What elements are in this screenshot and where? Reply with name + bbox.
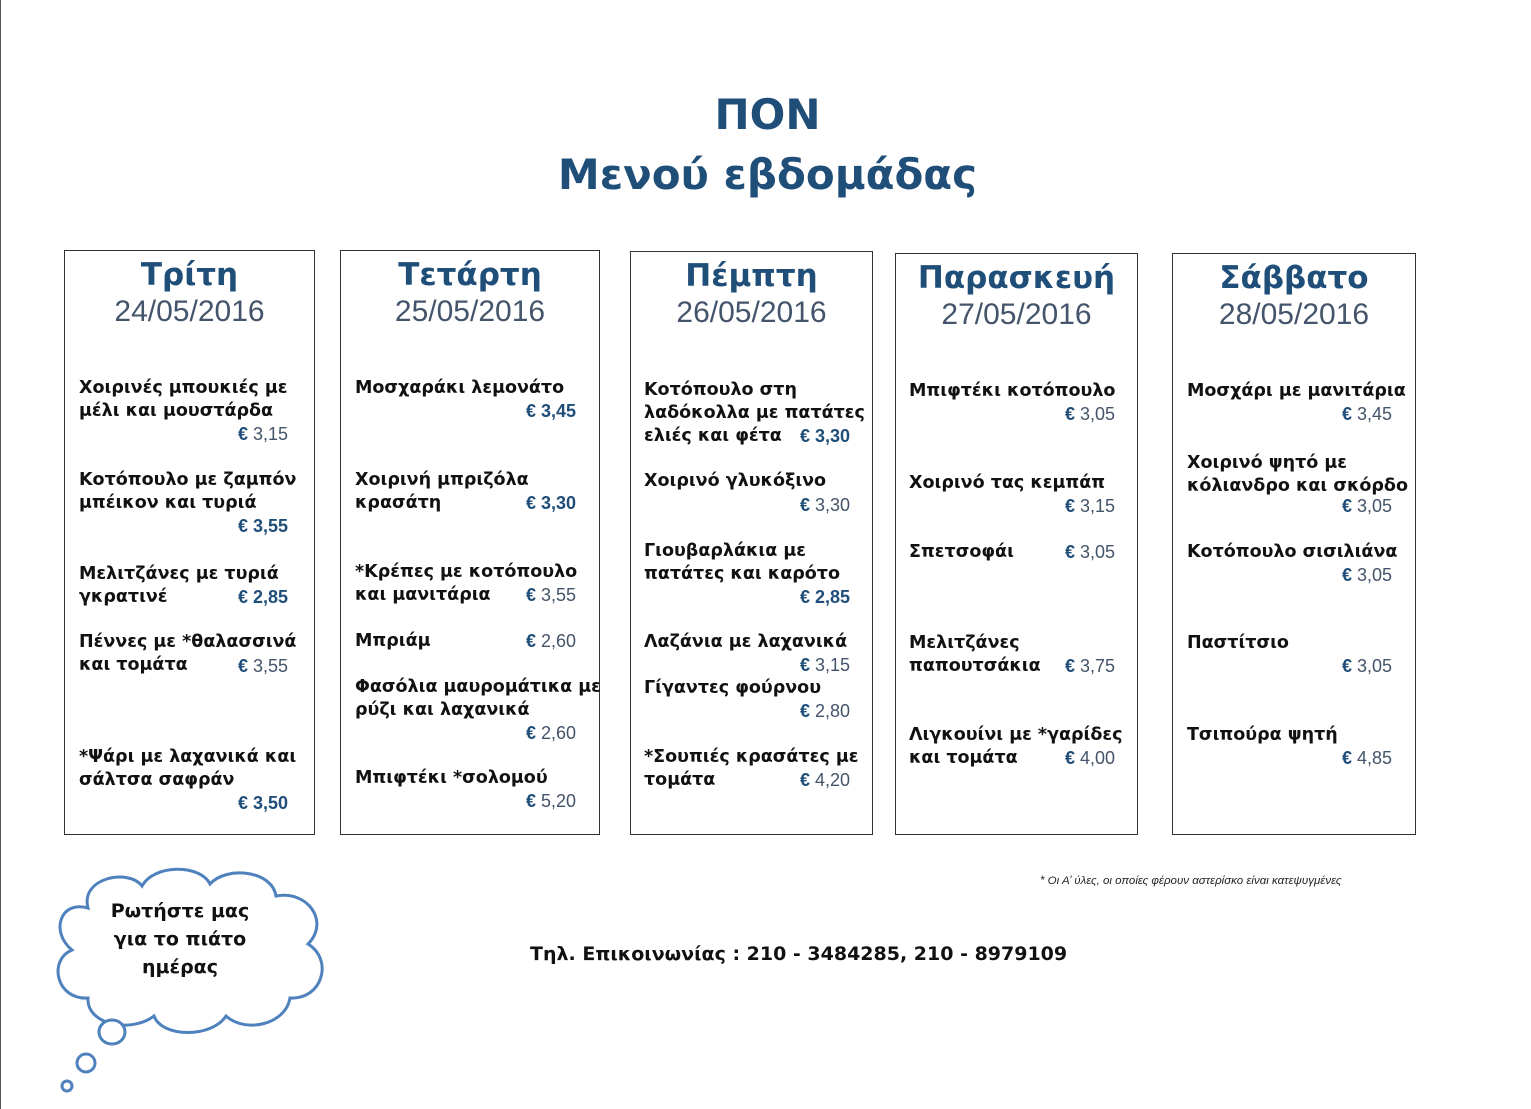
euro-sign: € (1342, 748, 1353, 768)
dish-price (1342, 655, 1392, 678)
dish-line: Μελιτζάνες (909, 633, 1020, 653)
price-value: 3,55 (536, 585, 577, 605)
euro-sign: € (1342, 404, 1353, 424)
euro-sign: € (800, 426, 811, 446)
dish-name (909, 380, 1115, 403)
day-date: 27/05/2016 (941, 298, 1092, 331)
price-value: 2,60 (536, 631, 577, 651)
day-date: 25/05/2016 (394, 295, 546, 328)
price-value: 4,20 (810, 770, 851, 790)
euro-sign: € (1065, 656, 1076, 676)
dish-line: ελιές και φέτα (644, 426, 782, 446)
euro-sign: € (526, 493, 537, 513)
dish-price (1342, 495, 1392, 518)
page-subtitle: Μενού εβδομάδας (557, 150, 978, 199)
dish-line: Χοιρινές μπουκιές με (79, 378, 288, 398)
day-name: Πέμπτη (685, 258, 818, 294)
dish-name (909, 632, 1041, 678)
dish-line: Πέννες με *θαλασσινά (79, 632, 297, 652)
day-column-wednesday (340, 250, 600, 835)
dish-price (526, 400, 576, 423)
day-date: 26/05/2016 (676, 296, 827, 329)
frozen-ingredients-footnote: * Οι Α’ ύλες, οι οποίες φέρουν αστερίσκο είναι κατεψυγμένες (1040, 875, 1342, 887)
dish-price (800, 654, 850, 677)
dish-line: *Κρέπες με κοτόπουλο (355, 562, 578, 582)
dish-line: Μοσχαράκι λεμονάτο (355, 378, 565, 398)
dish-price (1065, 541, 1115, 564)
dish-price (526, 722, 576, 745)
dish-name (644, 631, 847, 654)
dish-name (644, 470, 826, 493)
dish-line: Φασόλια μαυρομάτικα με (355, 677, 601, 697)
cloud-line: Ρωτήστε μας (110, 900, 250, 922)
dish-line: Χοιρινό γλυκόξινο (644, 471, 827, 491)
dish-line: παπουτσάκια (909, 656, 1041, 676)
dish-price (1065, 747, 1115, 770)
euro-sign: € (1065, 748, 1076, 768)
dish-line: Χοιρινό τας κεμπάπ (909, 473, 1106, 493)
euro-sign: € (800, 587, 811, 607)
dish-line: Μπριάμ (355, 631, 431, 651)
euro-sign: € (238, 516, 249, 536)
dish-price (238, 423, 288, 446)
dish-line: μέλι και μουστάρδα (79, 401, 274, 421)
price-value: 3,05 (1075, 542, 1116, 562)
cloud-line: ημέρας (142, 956, 218, 978)
price-value: 3,15 (248, 424, 289, 444)
dish-line: *Ψάρι με λαχανικά και (79, 747, 297, 767)
dish-line: κόλιανδρο και σκόρδο (1187, 476, 1408, 496)
dish-name (79, 746, 296, 792)
dish-line: Κοτόπουλο με ζαμπόν (79, 470, 297, 490)
dish-line: και τομάτα (909, 748, 1018, 768)
day-column-friday (895, 253, 1138, 835)
euro-sign: € (526, 723, 537, 743)
euro-sign: € (238, 656, 249, 676)
dish-line: λαδόκολλα με πατάτες (644, 403, 865, 423)
dish-line: Γίγαντες φούρνου (644, 678, 822, 698)
euro-sign: € (800, 495, 811, 515)
euro-sign: € (526, 631, 537, 651)
dish-line: και τομάτα (79, 655, 188, 675)
dish-line: *Σουπιές κρασάτες με (644, 747, 859, 767)
euro-sign: € (1342, 656, 1353, 676)
dish-name (644, 677, 821, 700)
dish-line: Λαζάνια με λαχανικά (644, 632, 848, 652)
day-column-saturday (1172, 253, 1416, 835)
dish-price (526, 790, 576, 813)
price-value: 3,45 (536, 401, 577, 421)
dish-line: Λιγκουίνι με *γαρίδες (909, 725, 1123, 745)
dish-name (355, 630, 431, 653)
euro-sign: € (800, 770, 811, 790)
day-date: 28/05/2016 (1218, 298, 1370, 331)
day-date: 24/05/2016 (114, 295, 265, 328)
dish-line: Μελιτζάνες με τυριά (79, 564, 279, 584)
dish-line: Μπιφτέκι *σολομού (355, 768, 548, 788)
dish-price (800, 425, 850, 448)
dish-price (1342, 747, 1392, 770)
price-value: 2,85 (248, 587, 289, 607)
dish-name (355, 767, 548, 790)
ask-dish-of-day-text (95, 897, 265, 981)
dish-name (355, 469, 529, 515)
dish-line: και μανιτάρια (355, 585, 491, 605)
dish-name (644, 540, 840, 586)
dish-price (526, 492, 576, 515)
dish-name (355, 377, 564, 400)
dish-name (1187, 380, 1406, 403)
dish-price (238, 655, 288, 678)
price-value: 3,50 (248, 793, 289, 813)
dish-price (238, 586, 288, 609)
price-value: 3,45 (1352, 404, 1393, 424)
price-value: 3,05 (1352, 656, 1393, 676)
dish-line: Γιουβαρλάκια με (644, 541, 806, 561)
price-value: 4,00 (1075, 748, 1116, 768)
dish-line: σάλτσα σαφράν (79, 770, 235, 790)
dish-line: γκρατινέ (79, 587, 168, 607)
dish-line: πατάτες και καρότο (644, 564, 840, 584)
cloud-line: για το πιάτο (113, 928, 247, 950)
euro-sign: € (238, 424, 249, 444)
price-value: 3,05 (1352, 496, 1393, 516)
dish-line: Παστίτσιο (1187, 633, 1289, 653)
price-value: 2,60 (536, 723, 577, 743)
euro-sign: € (526, 791, 537, 811)
price-value: 3,05 (1075, 404, 1116, 424)
euro-sign: € (800, 655, 811, 675)
day-name: Παρασκευή (917, 260, 1116, 296)
dish-price (800, 586, 850, 609)
price-value: 2,85 (810, 587, 851, 607)
dish-name (79, 377, 287, 423)
dish-name (355, 676, 601, 722)
price-value: 3,55 (248, 656, 289, 676)
price-value: 3,30 (810, 426, 851, 446)
euro-sign: € (526, 401, 537, 421)
price-value: 5,20 (536, 791, 577, 811)
price-value: 4,85 (1352, 748, 1393, 768)
price-value: 3,75 (1075, 656, 1116, 676)
dish-price (238, 792, 288, 815)
euro-sign: € (526, 585, 537, 605)
dish-name (1187, 541, 1397, 564)
dish-price (1342, 403, 1392, 426)
dish-name (79, 469, 296, 515)
dish-price (526, 630, 576, 653)
dish-line: Χοιρινό ψητό με (1187, 453, 1347, 473)
euro-sign: € (238, 587, 249, 607)
euro-sign: € (1342, 496, 1353, 516)
dish-line: τομάτα (644, 770, 716, 790)
contact-phone: Τηλ. Επικοινωνίας : 210 - 3484285, 210 - 8979109 (530, 943, 1068, 965)
dish-price (800, 494, 850, 517)
day-column-thursday (630, 251, 873, 835)
dish-line: Τσιπούρα ψητή (1187, 725, 1338, 745)
dish-line: Μπιφτέκι κοτόπουλο (909, 381, 1116, 401)
price-value: 3,15 (810, 655, 851, 675)
day-column-tuesday (64, 250, 315, 835)
dish-line: Χοιρινή μπριζόλα (355, 470, 529, 490)
price-value: 3,05 (1352, 565, 1393, 585)
page-title: ΠΟΝ (714, 90, 821, 139)
price-value: 3,30 (810, 495, 851, 515)
day-name: Τρίτη (140, 257, 239, 293)
euro-sign: € (800, 701, 811, 721)
dish-price (526, 584, 576, 607)
dish-line: Κοτόπουλο στη (644, 380, 797, 400)
dish-name (1187, 724, 1338, 747)
price-value: 2,80 (810, 701, 851, 721)
dish-line: κρασάτη (355, 493, 442, 513)
dish-line: Κοτόπουλο σισιλιάνα (1187, 542, 1398, 562)
dish-name (909, 472, 1105, 495)
price-value: 3,30 (536, 493, 577, 513)
dish-name (1187, 452, 1408, 498)
dish-line: ρύζι και λαχανικά (355, 700, 530, 720)
dish-price (1065, 403, 1115, 426)
dish-price (1065, 655, 1115, 678)
euro-sign: € (1065, 496, 1076, 516)
euro-sign: € (1342, 565, 1353, 585)
day-name: Σάββατο (1219, 260, 1369, 296)
dish-price (1342, 564, 1392, 587)
dish-price (1065, 495, 1115, 518)
dish-price (238, 515, 288, 538)
euro-sign: € (1065, 542, 1076, 562)
dish-price (800, 700, 850, 723)
euro-sign: € (238, 793, 249, 813)
dish-name (909, 541, 1014, 564)
euro-sign: € (1065, 404, 1076, 424)
dish-line: Σπετσοφάι (909, 542, 1014, 562)
dish-line: μπέικον και τυριά (79, 493, 257, 513)
dish-line: Μοσχάρι με μανιτάρια (1187, 381, 1406, 401)
dish-name (1187, 632, 1289, 655)
dish-price (800, 769, 850, 792)
day-name: Τετάρτη (398, 257, 542, 293)
price-value: 3,15 (1075, 496, 1116, 516)
price-value: 3,55 (248, 516, 289, 536)
